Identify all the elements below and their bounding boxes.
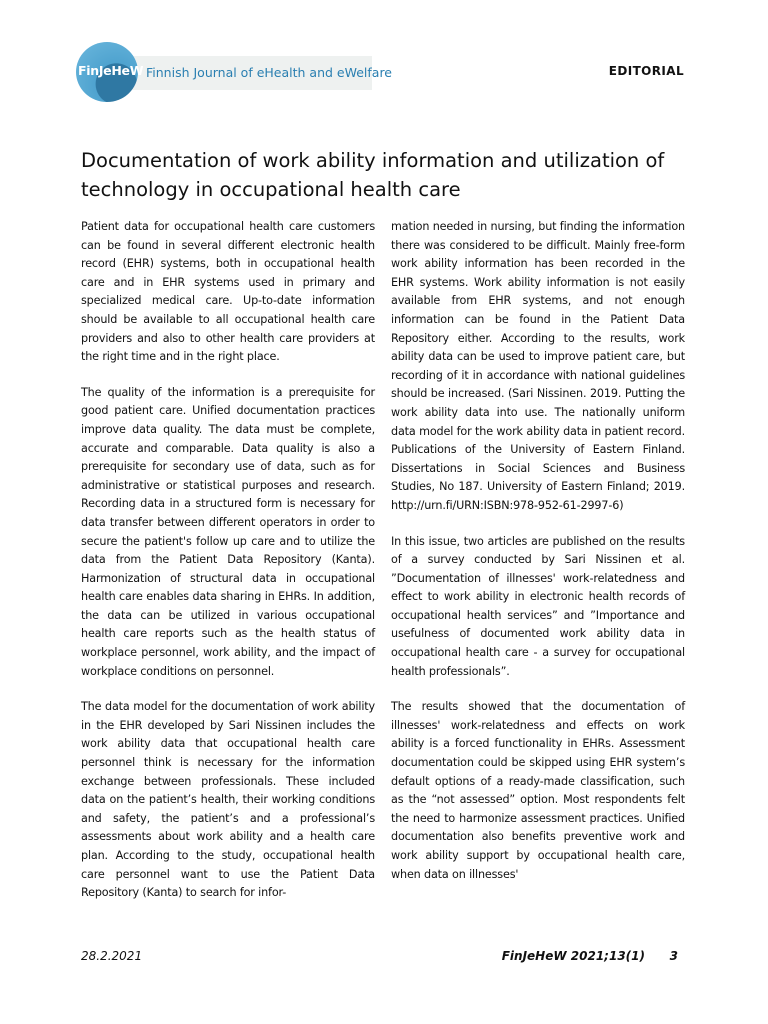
footer-journal: FinJeHeW 2021;13(1) [501, 949, 645, 963]
paragraph: The quality of the information is a prerequisite for good patient care. Unified documentation practices improve data quality. The data must be complete, accurate and comparable. Data quality is also a prerequisite for secondary use of data, such as for administrative or statistical purposes and research. Recording data in a structured form is necessary for data transfer between different operators in order to secure the patient's follow up care and to utilize the data from the Patient Data Repository (Kanta). Harmonization of structural data in occupational health care enables data sharing in EHRs. In addition, the data can be utilized in various occupational health care reports such as the health status of workplace personnel, work ability, and the impact of workplace conditions on personnel. [81, 385, 375, 678]
paragraph: Patient data for occupational health care customers can be found in several different electronic health record (EHR) systems, both in occupational health care and in EHR systems used in primary and specialized medical care. Up-to-date information should be available to all occupational health care providers and also to other health care providers at the right time and in the right place. [81, 220, 375, 364]
section-label: EDITORIAL [608, 64, 684, 78]
left-column [81, 218, 375, 920]
footer-date: 28.2.2021 [81, 949, 143, 963]
paragraph: In this issue, two articles are published on the results of a survey conducted by Sari Nissinen et al. ”Documentation of illnesses' work-relatedness and effect to work ability in electronic health records of occupational health services” and ”Importance and usefulness of documented work ability data in occupational health care - a survey for occupational health professionals”. [391, 534, 685, 678]
paragraph: The data model for the documentation of work ability in the EHR developed by Sari Nissinen includes the work ability data that occupational health care personnel think is necessary for the information exchange between professionals. These included data on the patient’s health, their working conditions and safety, the patient’s and a professional’s assessments about work ability and a health care plan. According to the study, occupational health care personnel want to use the Patient Data Repository (Kanta) to search for infor- [81, 700, 375, 900]
logo-mark: FinJeHeW [78, 63, 144, 78]
paragraph: The results showed that the documentation of illnesses' work-relatedness and effects on work ability is a forced functionality in EHRs. Assessment documentation could be skipped using EHR system’s default options of a ready-made classification, such as the “not assessed” option. Most respondents felt the need to harmonize assessment practices. Unified documentation also benefits preventive work and work ability support by occupational health care, when data on illnesses' [391, 700, 685, 881]
paragraph: mation needed in nursing, but finding the information there was considered to be difficult. Mainly free-form work ability information has been recorded in the EHR systems. Work ability information is not easily available from EHR systems, and not enough information can be found in the Patient Data Repository either. According to the results, work ability data can be used to improve patient care, but recording of it in accordance with national guidelines should be increased. (Sari Nissinen. 2019. Putting the work ability data into use. The nationally uniform data model for the work ability data in patient record. Publications of the University of Eastern Finland. Dissertations in Social Sciences and Business Studies, No 187. University of Eastern Finland; 2019. http://urn.fi/URN:ISBN:978-952-61-2997-6) [391, 220, 685, 512]
article-title: Documentation of work ability information and utilization of technology in occupational health care [81, 149, 665, 201]
page-number: 3 [669, 949, 678, 963]
journal-logo [76, 42, 393, 102]
right-column [391, 218, 685, 901]
journal-name: Finnish Journal of eHealth and eWelfare [146, 65, 393, 80]
